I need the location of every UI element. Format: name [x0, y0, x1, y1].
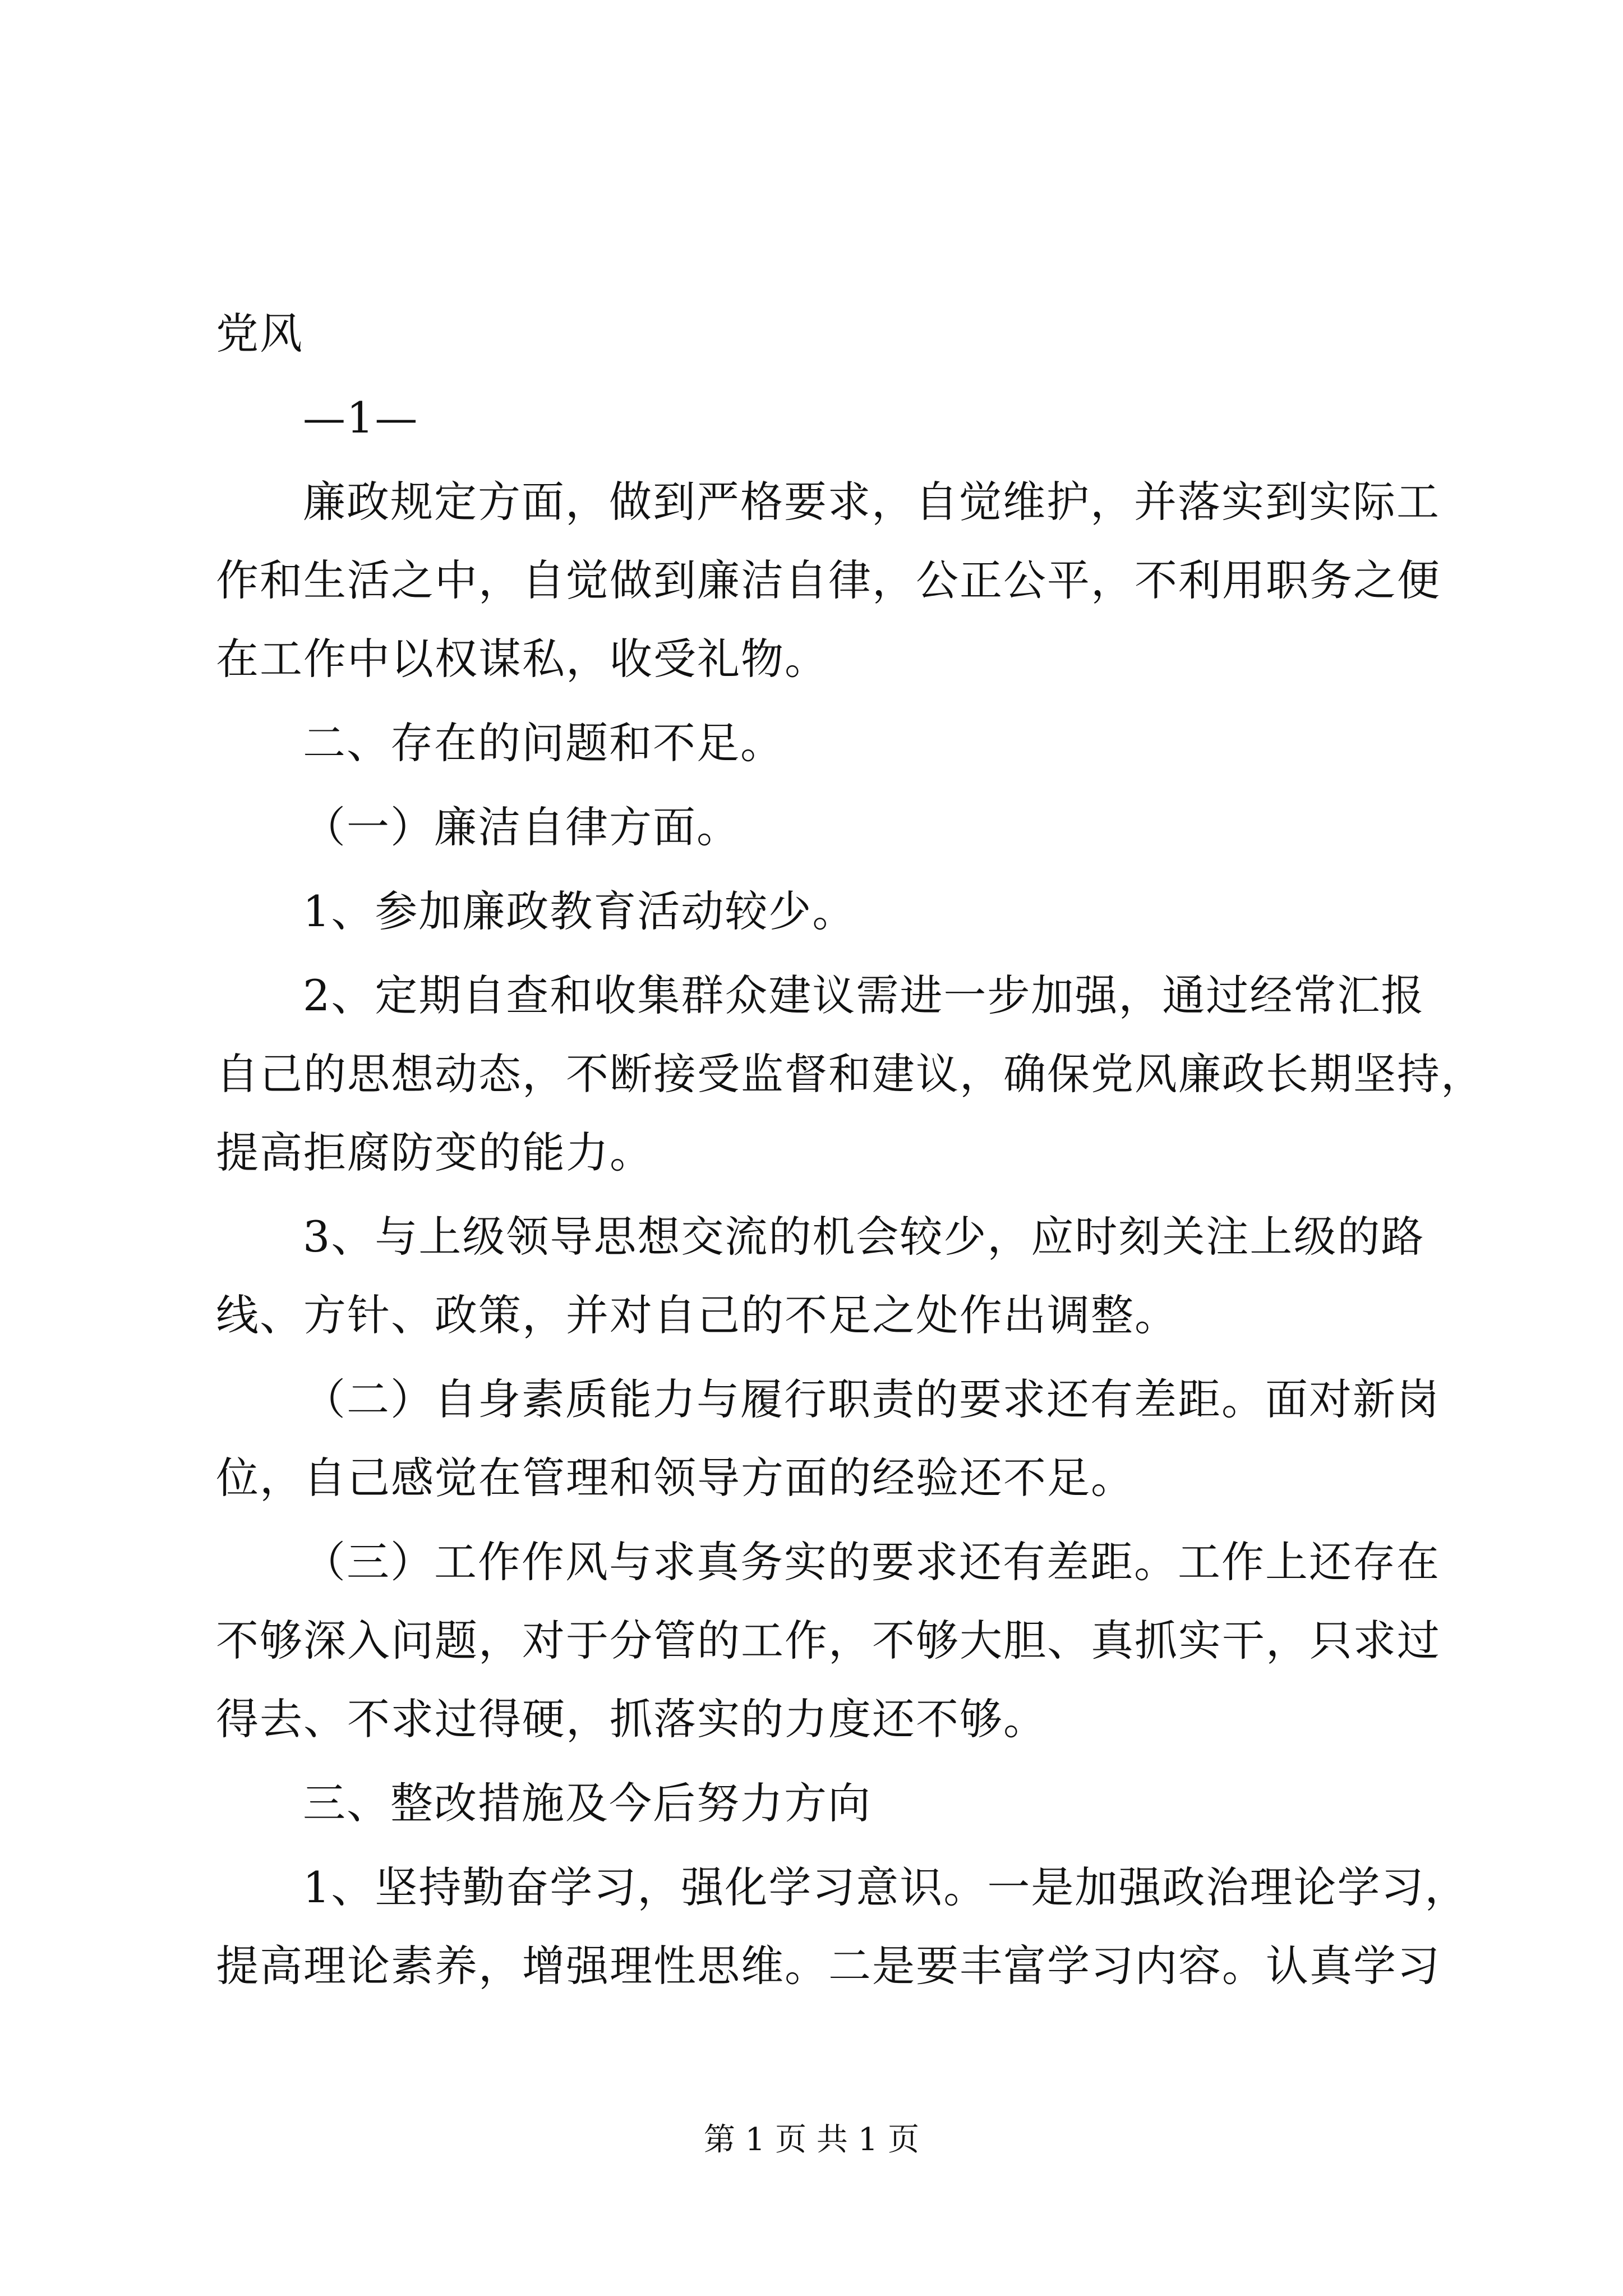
text-line: 得去、不求过得硬，抓落实的力度还不够。	[216, 1694, 1047, 1744]
subsection-heading: （一）廉洁自律方面。	[303, 802, 740, 852]
list-item: 1、参加廉政教育活动较少。	[303, 886, 856, 936]
text-line: 线、方针、政策，并对自己的不足之处作出调整。	[216, 1290, 1178, 1340]
subsection-heading: （三）工作作风与求真务实的要求还有差距。工作上还存在	[303, 1537, 1440, 1587]
text-line: 作和生活之中，自觉做到廉洁自律，公正公平，不利用职务之便	[216, 555, 1441, 605]
subsection-heading: （二）自身素质能力与履行职责的要求还有差距。面对新岗	[303, 1374, 1440, 1424]
list-item: 3、与上级领导思想交流的机会较少，应时刻关注上级的路	[303, 1212, 1425, 1262]
section-heading: 二、存在的问题和不足。	[303, 718, 784, 768]
text-line: 不够深入问题，对于分管的工作，不够大胆、真抓实干，只求过	[216, 1616, 1441, 1665]
text-line: 位，自己感觉在管理和领导方面的经验还不足。	[216, 1453, 1135, 1503]
page-footer: 第 1 页 共 1 页	[703, 2122, 920, 2158]
page-marker: —1—	[303, 393, 419, 443]
section-heading: 三、整改措施及今后努力方向	[303, 1778, 872, 1828]
text-line: 提高理论素养，增强理性思维。二是要丰富学习内容。认真学习	[216, 1941, 1441, 1991]
text-line: 在工作中以权谋私，收受礼物。	[216, 634, 828, 684]
text-line: 廉政规定方面，做到严格要求，自觉维护，并落实到实际工	[303, 477, 1440, 527]
text-line: 党风	[216, 309, 303, 358]
list-item: 1、坚持勤奋学习，强化学习意识。一是加强政治理论学习，	[303, 1862, 1469, 1912]
text-line: 提高拒腐防变的能力。	[216, 1128, 653, 1177]
list-item: 2、定期自查和收集群众建议需进一步加强，通过经常汇报	[303, 970, 1425, 1020]
text-line: 自己的思想动态，不断接受监督和建议，确保党风廉政长期坚持，	[216, 1049, 1484, 1099]
